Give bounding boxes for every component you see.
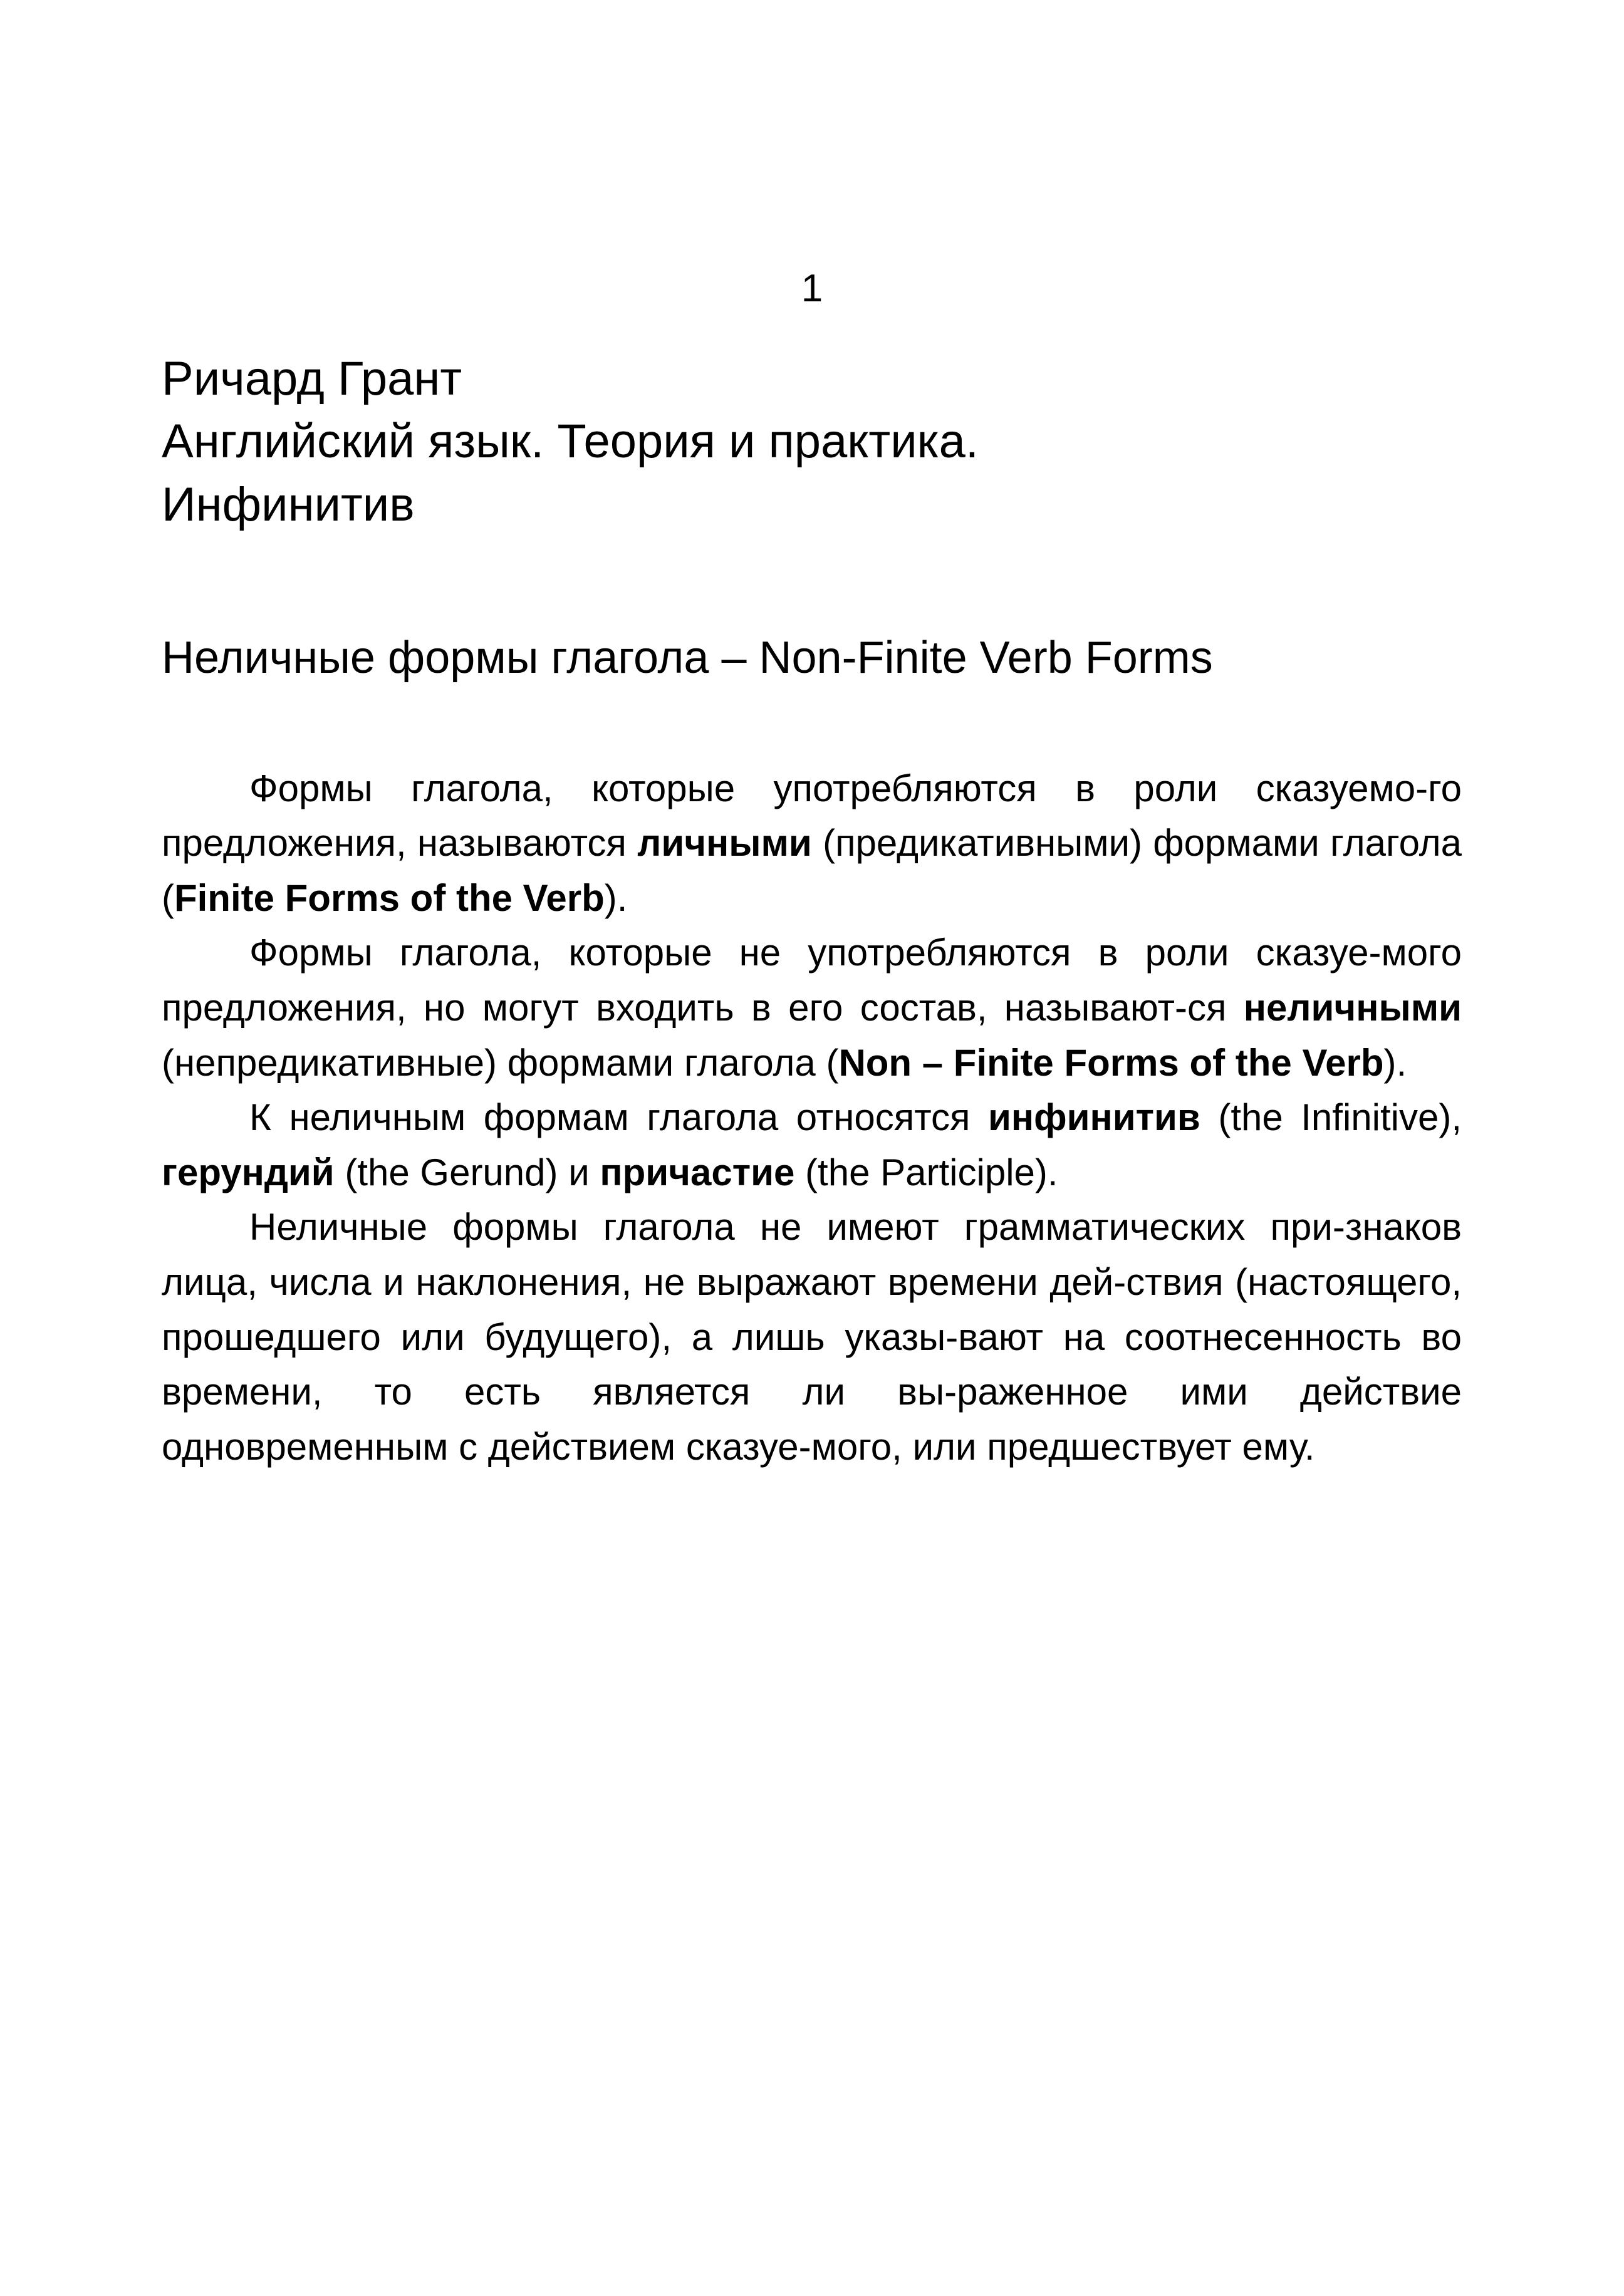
body-text: [162, 761, 1462, 1475]
paragraph: Неличные формы глагола не имеют грамматических при-знаков лица, числа и наклонения, не выражают времени дей-ствия (настоящего, прошедшего или будущего), а лишь указы-вают на соотнесенность во времени, то есть является ли вы-раженное ими действие одновременным с действием сказуе-мого, или предшествует ему.: [162, 1206, 1462, 1468]
book-topic: Инфинитив: [162, 477, 415, 531]
section-heading: Неличные формы глагола – Non-Finite Verb Forms: [162, 632, 1213, 683]
author-name: Ричард Грант: [162, 352, 462, 405]
page-number: 1: [801, 267, 823, 310]
page-content: [162, 348, 1462, 1474]
book-title: Английский язык. Теория и практика.: [162, 415, 979, 469]
paragraph: Формы глагола, которые употребляются в роли сказуемо-го предложения, называются личными (предикативными) формами глагола (Finite Forms of the Verb).: [162, 767, 1462, 919]
paragraph: К неличным формам глагола относятся инфинитив (the Infinitive), герундий (the Gerund) и причастие (the Participle).: [162, 1096, 1462, 1193]
paragraph: Формы глагола, которые не употребляются в роли сказуе-мого предложения, но могут входить в его состав, называют-ся неличными (непредикативные) формами глагола (Non – Finite Forms of the Verb).: [162, 932, 1462, 1084]
